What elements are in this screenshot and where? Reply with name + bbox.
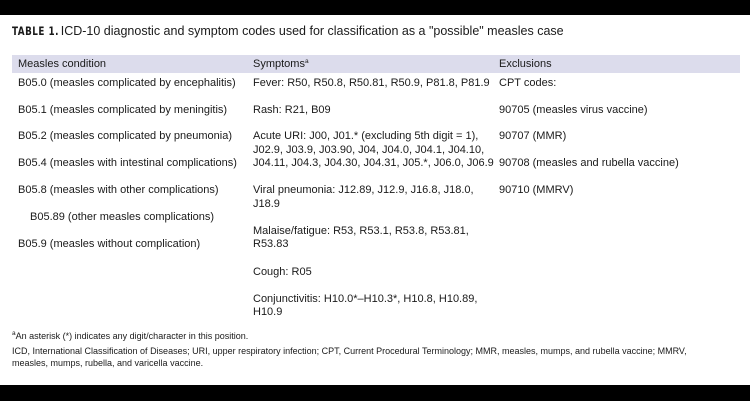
exclusion-cell: 90710 (MMRV) (499, 184, 574, 196)
symptom-cell: Cough: R05 (253, 266, 312, 278)
condition-cell: B05.0 (measles complicated by encephalitis) (18, 77, 236, 89)
table-header-row (12, 55, 740, 73)
condition-cell: B05.1 (measles complicated by meningitis) (18, 104, 228, 116)
condition-cell: B05.8 (measles with other complications) (18, 184, 219, 196)
symptom-cell: R53.83 (253, 238, 289, 250)
top-black-bar (0, 0, 750, 15)
symptom-cell: J04.11, J04.3, J04.30, J04.31, J05.*, J06.0, J06.9 (253, 157, 494, 169)
condition-cell: B05.4 (measles with intestinal complications) (18, 157, 237, 169)
symptom-cell: Conjunctivitis: H10.0*–H10.3*, H10.8, H10.89, (253, 293, 478, 305)
header-measles-condition: Measles condition (18, 58, 107, 70)
condition-cell: B05.9 (measles without complication) (18, 238, 201, 250)
header-symptoms-text: Symptoms (253, 58, 305, 70)
symptom-cell: Malaise/fatigue: R53, R53.1, R53.8, R53.81, (253, 225, 469, 237)
header-exclusions: Exclusions (499, 58, 552, 70)
symptom-cell: J18.9 (253, 198, 280, 210)
symptom-cell: Viral pneumonia: J12.89, J12.9, J16.8, J18.0, (253, 184, 474, 196)
table-number-label: TABLE 1. (12, 24, 59, 38)
condition-cell: B05.2 (measles complicated by pneumonia) (18, 130, 233, 142)
table-title-text: ICD-10 diagnostic and symptom codes used for classification as a "possible" measles case (60, 24, 564, 38)
footnote-asterisk-text: An asterisk (*) indicates any digit/character in this position. (15, 331, 249, 341)
footnote-abbreviations-line1: ICD, International Classification of Diseases; URI, upper respiratory infection; CPT, Current Procedural Terminology; MMR, measles, mumps, and rubella vaccine; MMRV, (12, 346, 687, 356)
footnote-asterisk (12, 328, 248, 343)
symptom-cell: Fever: R50, R50.8, R50.81, R50.9, P81.8, P81.9 (253, 77, 490, 89)
table-title (12, 24, 564, 38)
bottom-black-bar (0, 385, 750, 401)
exclusion-cell: 90708 (measles and rubella vaccine) (499, 157, 679, 169)
condition-subcell: B05.89 (other measles complications) (30, 211, 215, 223)
footnote-marker: a (304, 58, 309, 65)
symptom-cell: Acute URI: J00, J01.* (excluding 5th digit = 1), (253, 130, 479, 142)
exclusion-cell: 90707 (MMR) (499, 130, 567, 142)
symptom-cell: Rash: R21, B09 (253, 104, 331, 116)
header-symptoms (253, 58, 309, 70)
footnote-abbreviations-line2: measles, mumps, rubella, and varicella vaccine. (12, 358, 204, 368)
footnote-marker: a (12, 330, 16, 337)
symptom-cell: J02.9, J03.9, J03.90, J04, J04.0, J04.1, J04.10, (253, 144, 485, 156)
exclusion-cell: 90705 (measles virus vaccine) (499, 104, 648, 116)
exclusion-cell: CPT codes: (499, 77, 557, 89)
symptom-cell: H10.9 (253, 306, 283, 318)
